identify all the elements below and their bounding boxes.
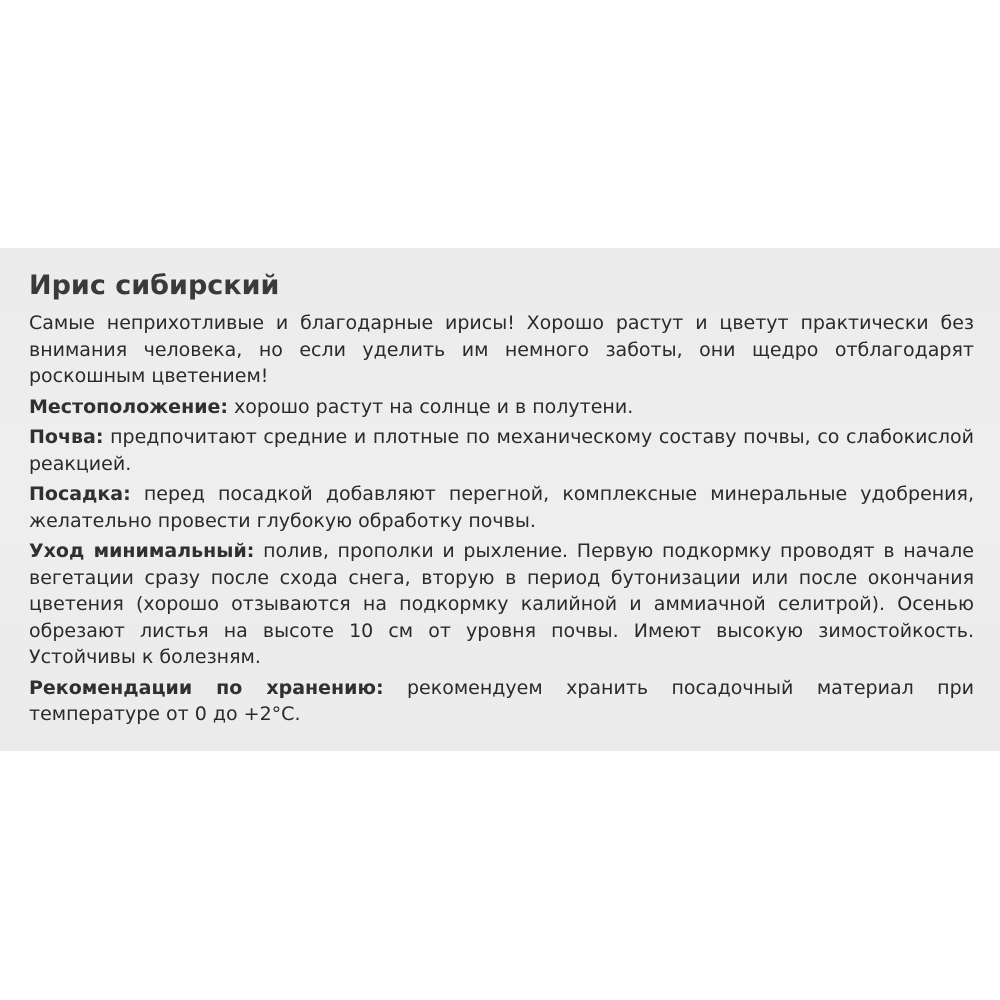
intro-paragraph: Самые неприхотливые и благодарные ирисы! Хорошо растут и цветут практически без внимания человека, но если уделить им немного заботы, они щедро отблагодарят роскошным цветением! [29,312,974,387]
section-soil-label: Почва: [29,426,104,448]
section-care-label: Уход минимальный: [29,540,255,562]
section-care-text: полив, прополки и рыхление. Первую подкормку проводят в начале вегетации сразу после схода снега, вторую в период бутонизации или после окончания цветения (хорошо отзываются на подкормку калийной и аммиачной селитрой). Осенью обрезают листья на высоте 10 см от уровня почвы. Имеют высокую зимостойкость. Устойчивы к болезням. [29,540,974,668]
section-soil-text: предпочитают средние и плотные по механическому составу почвы, со слабокислой реакцией. [29,426,974,475]
section-location-label: Местоположение: [29,395,228,418]
section-planting [29,481,974,534]
section-soil [29,424,974,477]
section-storage-label: Рекомендации по хранению: [29,676,384,699]
section-planting-text: перед посадкой добавляют перегной, комплексные минеральные удобрения, желательно провести глубокую обработку почвы. [29,483,974,532]
section-planting-label: Посадка: [29,483,131,505]
section-location [29,394,974,421]
product-title: Ирис сибирский [29,270,280,301]
product-description [29,268,974,732]
section-storage-text: рекомендуем хранить посадочный материал при температуре от 0 до +2°C. [29,676,974,725]
section-care [29,538,974,671]
section-location-text: хорошо растут на солнце и в полутени. [228,395,634,418]
section-storage [29,675,974,728]
